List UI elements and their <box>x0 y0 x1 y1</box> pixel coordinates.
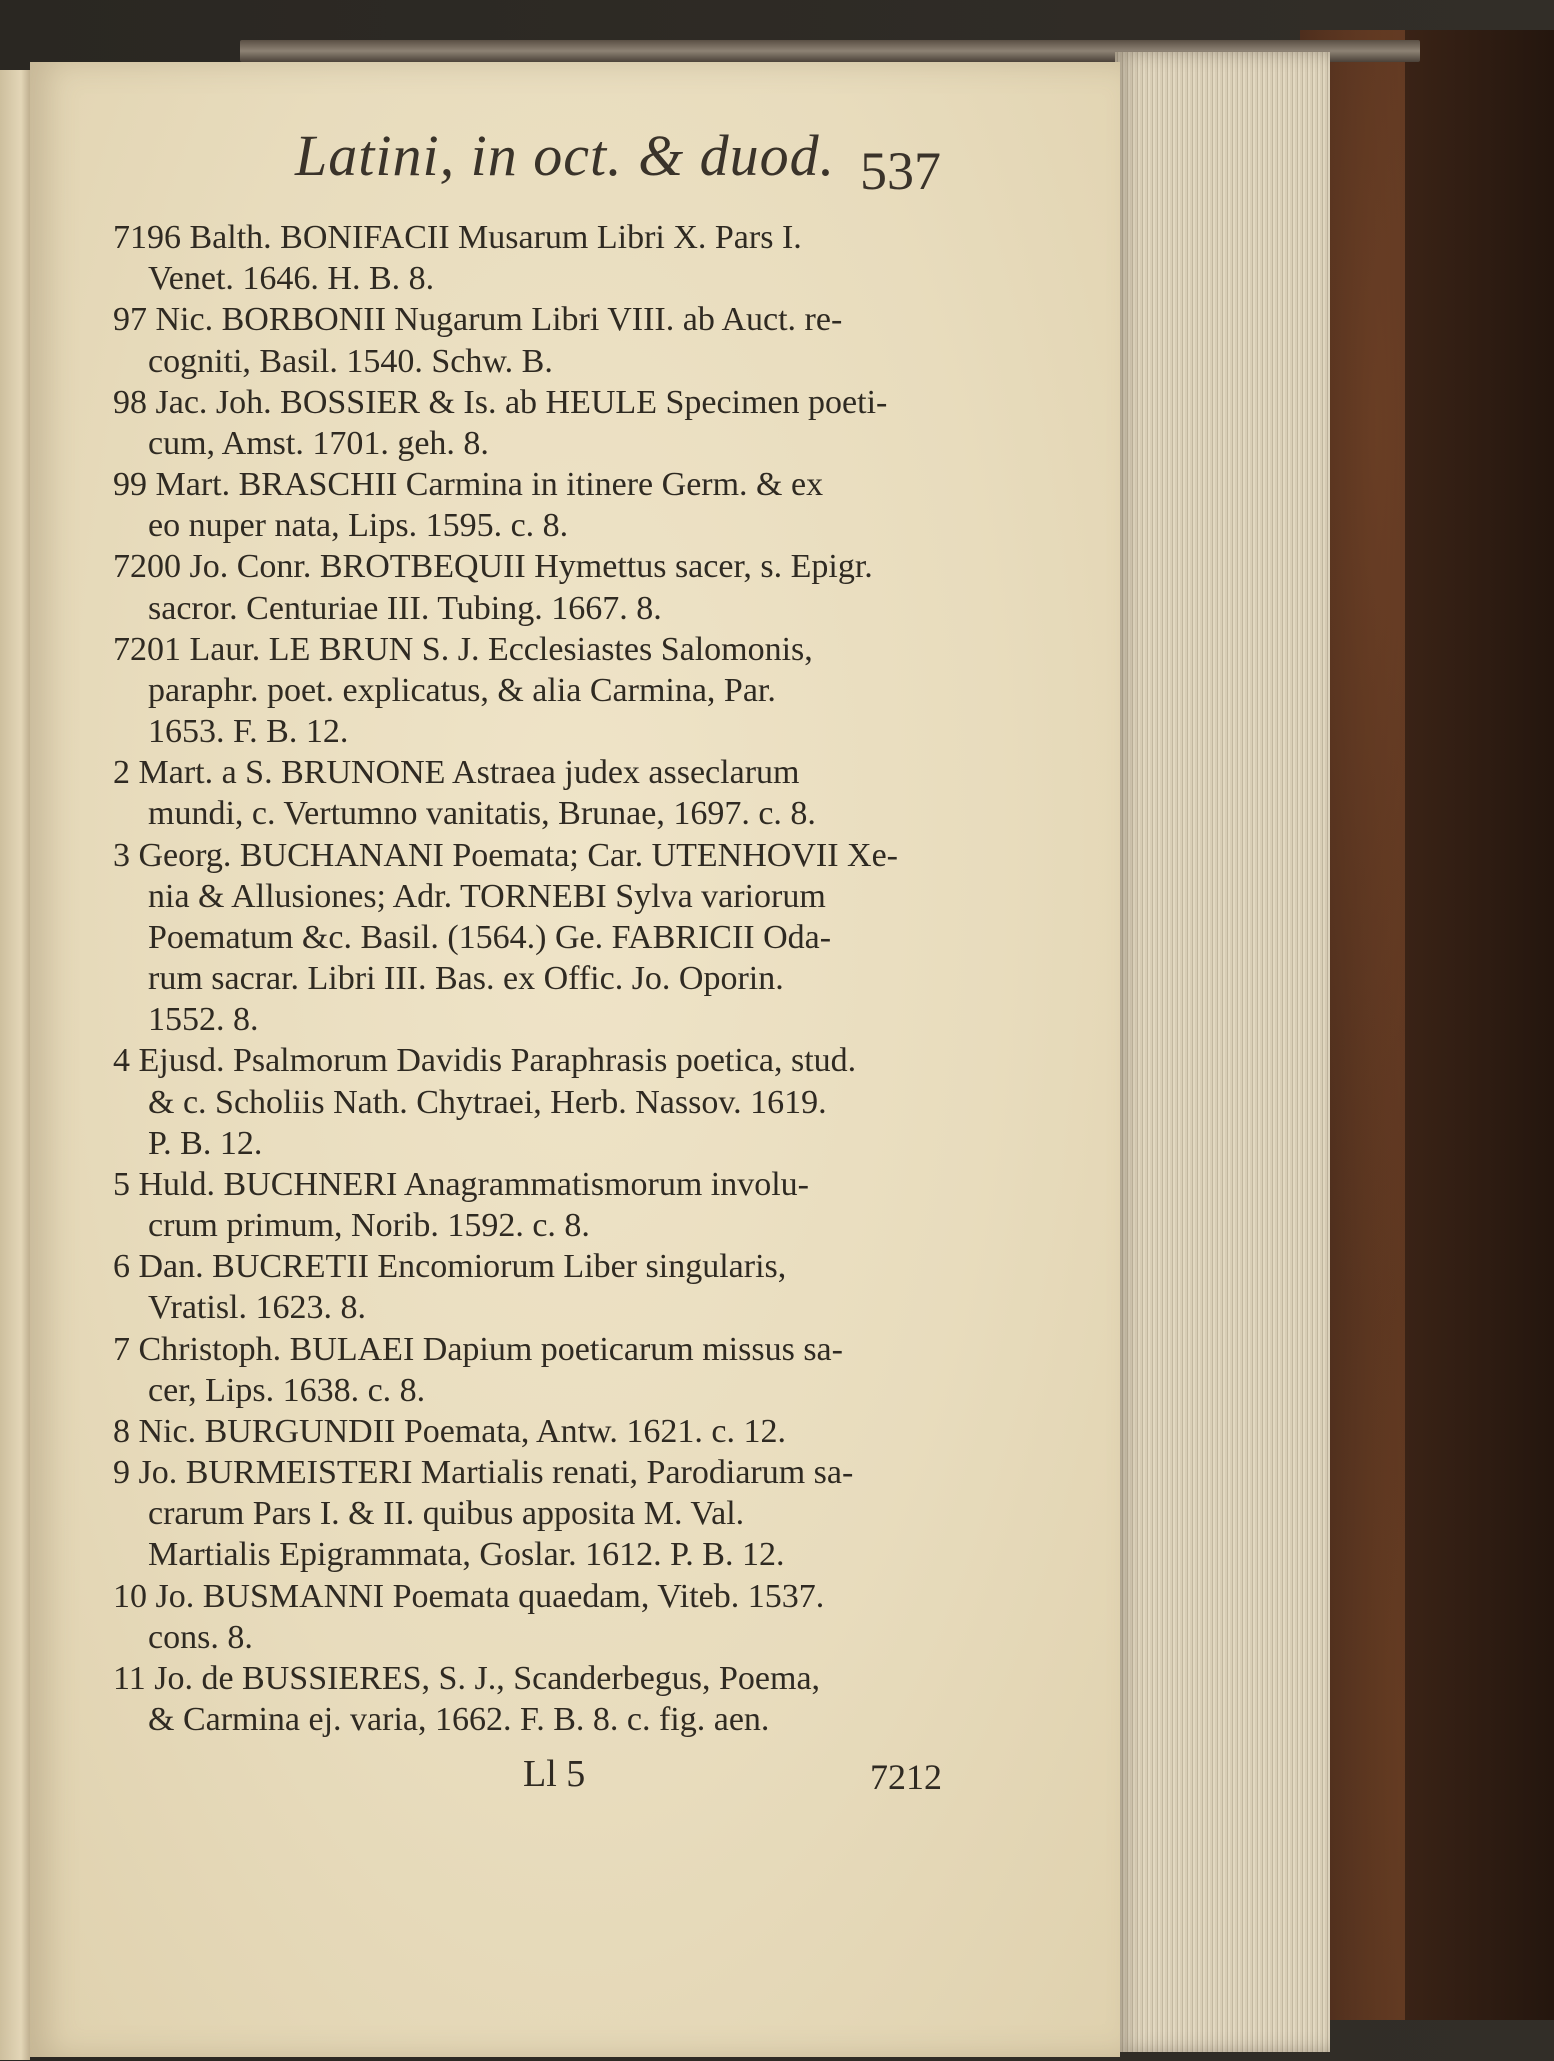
entry-line: mundi, c. Vertumno vanitatis, Brunae, 1697. c. 8. <box>148 795 816 832</box>
entry-line: 8 Nic. BURGUNDII Poemata, Antw. 1621. c. 12. <box>113 1413 786 1450</box>
entry-line: & c. Scholiis Nath. Chytraei, Herb. Nassov. 1619. <box>148 1084 827 1121</box>
catchword: 7212 <box>870 1757 942 1797</box>
entry-line: paraphr. poet. explicatus, & alia Carmina, Par. <box>148 672 776 709</box>
entry-line: 3 Georg. BUCHANANI Poemata; Car. UTENHOVII Xe- <box>113 837 899 874</box>
entry-line: 1653. F. B. 12. <box>148 713 349 750</box>
entry-line: 10 Jo. BUSMANNI Poemata quaedam, Viteb. 1537. <box>113 1578 825 1615</box>
entry-line: eo nuper nata, Lips. 1595. c. 8. <box>148 507 569 544</box>
entry-line: 11 Jo. de BUSSIERES, S. J., Scanderbegus, Poema, <box>113 1660 821 1697</box>
entry-line: 7201 Laur. LE BRUN S. J. Ecclesiastes Salomonis, <box>113 631 813 668</box>
entry-line: cons. 8. <box>148 1619 253 1656</box>
entry-line: 9 Jo. BURMEISTERI Martialis renati, Parodiarum sa- <box>113 1454 854 1491</box>
entry-line: rum sacrar. Libri III. Bas. ex Offic. Jo. Oporin. <box>148 960 784 997</box>
entry-line: 7 Christoph. BULAEI Dapium poeticarum missus sa- <box>113 1331 843 1368</box>
entry-line: 4 Ejusd. Psalmorum Davidis Paraphrasis poetica, stud. <box>113 1042 857 1079</box>
entry-line: Poematum &c. Basil. (1564.) Ge. FABRICII Oda- <box>148 919 832 956</box>
entry-line: 7196 Balth. BONIFACII Musarum Libri X. Pars I. <box>113 219 802 256</box>
entry-line: 5 Huld. BUCHNERI Anagrammatismorum involu- <box>113 1166 810 1203</box>
entry-line: Martialis Epigrammata, Goslar. 1612. P. B. 12. <box>148 1536 785 1573</box>
entry-line: 97 Nic. BORBONII Nugarum Libri VIII. ab Auct. re- <box>113 301 843 338</box>
entry-line: sacror. Centuriae III. Tubing. 1667. 8. <box>148 590 662 627</box>
entry-line: 7200 Jo. Conr. BROTBEQUII Hymettus sacer, s. Epigr. <box>113 548 873 585</box>
entry-line: 2 Mart. a S. BRUNONE Astraea judex asseclarum <box>113 754 800 791</box>
page-number: 537 <box>860 141 941 201</box>
entry-line: Venet. 1646. H. B. 8. <box>148 260 435 297</box>
entry-line: cum, Amst. 1701. geh. 8. <box>148 425 489 462</box>
entry-line: 98 Jac. Joh. BOSSIER & Is. ab HEULE Specimen poeti- <box>113 384 888 421</box>
entry-line: 6 Dan. BUCRETII Encomiorum Liber singularis, <box>113 1248 787 1285</box>
entry-line: 99 Mart. BRASCHII Carmina in itinere Germ. & ex <box>113 466 824 503</box>
entry-line: Vratisl. 1623. 8. <box>148 1289 366 1326</box>
entry-line: P. B. 12. <box>148 1125 263 1162</box>
entry-line: cogniti, Basil. 1540. Schw. B. <box>148 343 553 380</box>
entry-line: cer, Lips. 1638. c. 8. <box>148 1372 426 1409</box>
running-title: Latini, in oct. & duod. <box>295 123 836 188</box>
entry-line: & Carmina ej. varia, 1662. F. B. 8. c. fig. aen. <box>148 1701 770 1738</box>
entry-line: 1552. 8. <box>148 1001 259 1038</box>
entry-line: nia & Allusiones; Adr. TORNEBI Sylva variorum <box>148 878 826 915</box>
entry-line: crarum Pars I. & II. quibus apposita M. Val. <box>148 1495 745 1532</box>
entry-line: crum primum, Norib. 1592. c. 8. <box>148 1207 590 1244</box>
signature-mark: Ll 5 <box>523 1753 586 1795</box>
